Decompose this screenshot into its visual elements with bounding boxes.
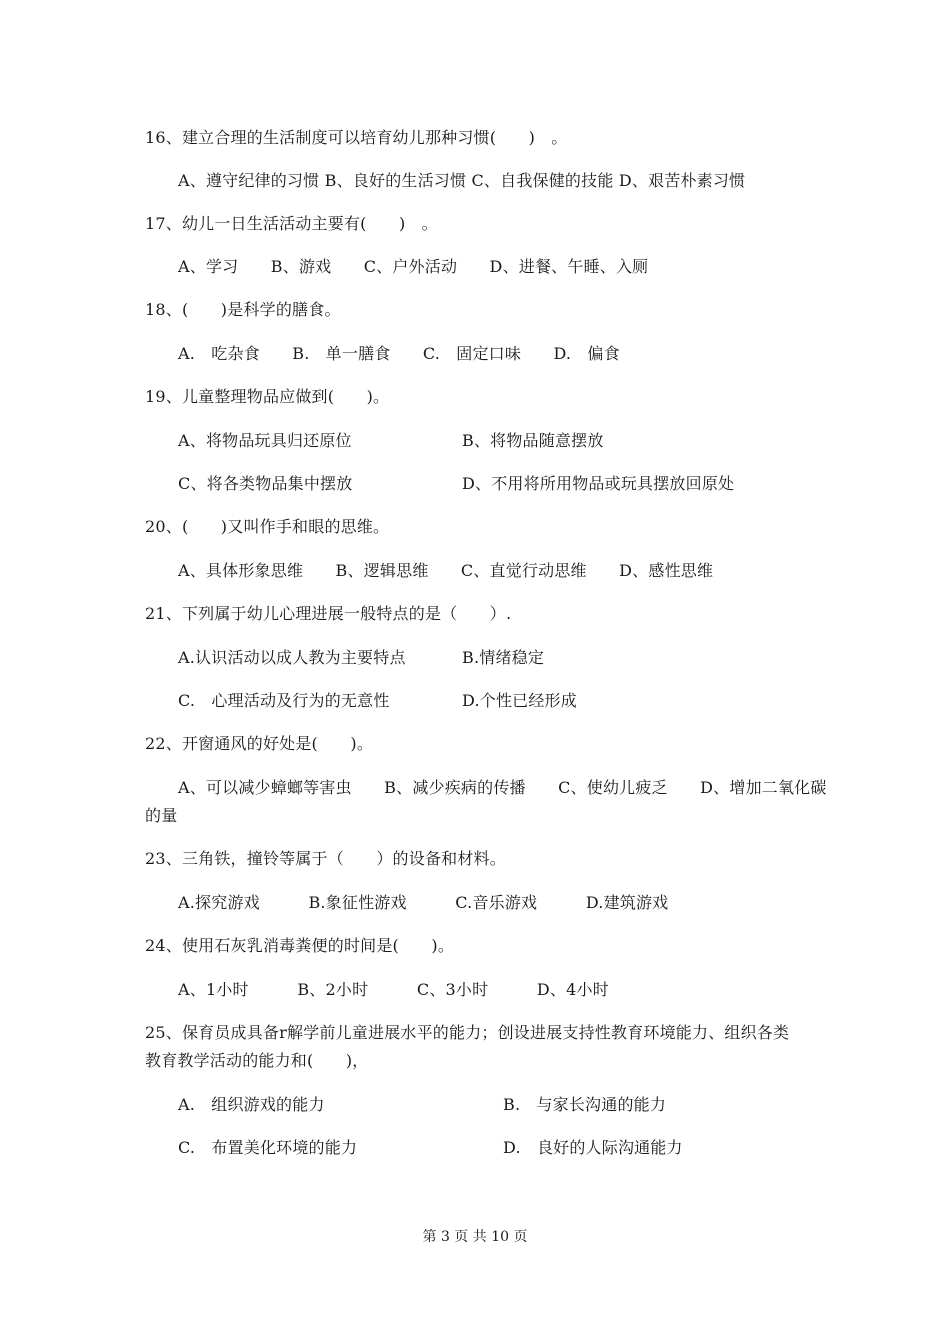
- question-21-option-d: D.个性已经形成: [462, 691, 577, 710]
- question-22-options-continued: 的量: [145, 806, 178, 825]
- question-21-stem: 21、下列属于幼儿心理进展一般特点的是（ ）.: [145, 604, 512, 623]
- question-16-options: A、遵守纪律的习惯 B、良好的生活习惯 C、自我保健的技能 D、艰苦朴素习惯: [178, 171, 746, 190]
- question-22-options: A、可以减少蟑螂等害虫 B、减少疾病的传播 C、使幼儿疲乏 D、增加二氧化碳: [178, 778, 827, 797]
- question-21-option-a: A.认识活动以成人教为主要特点: [178, 648, 406, 667]
- question-17-options: A、学习 B、游戏 C、户外活动 D、进餐、午睡、入厕: [178, 257, 649, 276]
- question-20-stem: 20、( )又叫作手和眼的思维。: [145, 517, 390, 536]
- question-18-options: A. 吃杂食 B. 单一膳食 C. 固定口味 D. 偏食: [178, 344, 620, 363]
- question-25-option-d: D. 良好的人际沟通能力: [503, 1138, 683, 1157]
- question-19-stem: 19、儿童整理物品应做到( )。: [145, 387, 390, 406]
- question-24-stem: 24、使用石灰乳消毒粪便的时间是( )。: [145, 936, 455, 955]
- page-footer: 第 3 页 共 10 页: [422, 1229, 528, 1245]
- question-23-stem: 23、三角铁，撞铃等属于（ ）的设备和材料。: [145, 849, 506, 868]
- question-19-option-a: A、将物品玩具归还原位: [178, 431, 352, 450]
- question-25-stem-line2: 教育教学活动的能力和( )，: [145, 1051, 369, 1070]
- question-23-options: A.探究游戏 B.象征性游戏 C.音乐游戏 D.建筑游戏: [178, 893, 669, 912]
- question-24-options: A、1小时 B、2小时 C、3小时 D、4小时: [178, 980, 609, 999]
- question-25-option-b: B. 与家长沟通的能力: [503, 1095, 667, 1114]
- question-21-option-b: B.情绪稳定: [462, 648, 545, 667]
- question-21-option-c: C. 心理活动及行为的无意性: [178, 691, 390, 710]
- question-25-stem-line1: 25、保育员成具备r解学前儿童进展水平的能力；创设进展支持性教育环境能力、组织各类: [145, 1023, 790, 1042]
- question-19-option-d: D、不用将所用物品或玩具摆放回原处: [462, 474, 735, 493]
- question-19-option-c: C、将各类物品集中摆放: [178, 474, 353, 493]
- question-20-options: A、具体形象思维 B、逻辑思维 C、直觉行动思维 D、感性思维: [178, 561, 714, 580]
- question-22-stem: 22、开窗通风的好处是( )。: [145, 734, 374, 753]
- question-18-stem: 18、( )是科学的膳食。: [145, 300, 341, 319]
- question-19-option-b: B、将物品随意摆放: [462, 431, 604, 450]
- question-25-option-a: A. 组织游戏的能力: [178, 1095, 325, 1114]
- question-17-stem: 17、幼儿一日生活活动主要有( ) 。: [145, 214, 438, 233]
- question-25-option-c: C. 布置美化环境的能力: [178, 1138, 358, 1157]
- question-16-stem: 16、建立合理的生活制度可以培育幼儿那种习惯( ) 。: [145, 128, 568, 147]
